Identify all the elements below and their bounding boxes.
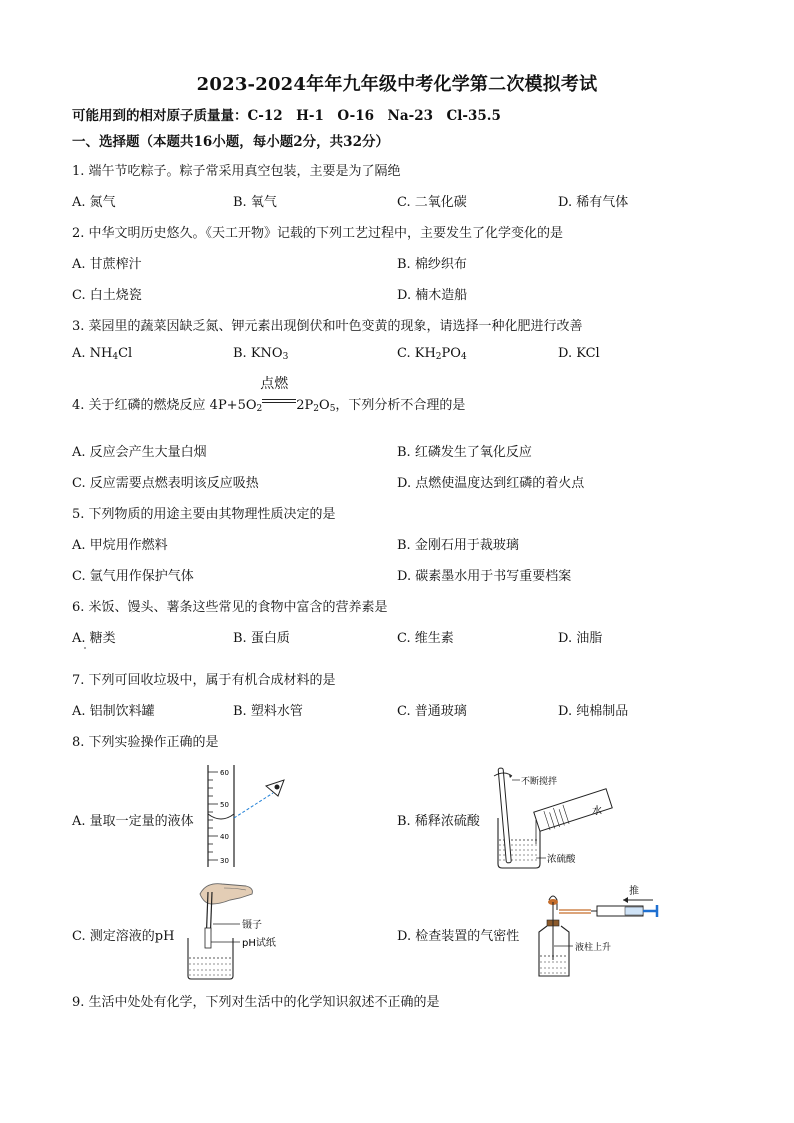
question-2-stem: 2. 中华文明历史悠久。《天工开物》记载的下列工艺过程中，主要发生了化学变化的是	[72, 226, 564, 241]
question-4-stem: 4. 关于红磷的燃烧反应 $4P+5O_2$ 点燃 $2P_2O_5$，下列分析不合理的是	[72, 394, 465, 414]
tick-50: 50	[220, 801, 229, 809]
question-6-stem: 6. 米饭、馒头、薯条这些常见的食物中富含的营养素是	[72, 600, 388, 615]
label-stirring: 不断搅拌	[521, 777, 558, 787]
label-push: 推	[629, 886, 639, 897]
atomic-masses: 可能用到的相对原子质量量：C-12 H-1 O-16 Na-23 Cl-35.5	[72, 108, 501, 124]
question-5-stem: 5. 下列物质的用途主要由其物理性质决定的是	[72, 507, 336, 522]
q4-stem-prefix: 4. 关于红磷的燃烧反应 4P+5O	[72, 398, 257, 413]
q3-option-c: C. $KH_2PO_4$	[397, 346, 467, 362]
q2-option-c: C. 白土烧瓷	[72, 288, 142, 303]
q7-option-d: D. 纯棉制品	[558, 704, 629, 719]
q2-option-d: D. 楠木造船	[397, 288, 468, 303]
q8-option-b: B. 稀释浓硫酸	[397, 814, 480, 829]
q4-option-c: C. 反应需要点燃表明该反应吸热	[72, 476, 259, 491]
page-title: 2023-2024年年九年级中考化学第二次模拟考试	[196, 74, 598, 95]
question-8-stem: 8. 下列实验操作正确的是	[72, 735, 219, 750]
question-1-stem: 1. 端午节吃粽子。粽子常采用真空包装，主要是为了隔绝	[72, 164, 401, 179]
q6-option-a: A. 糖类	[72, 631, 116, 646]
figure-ph-test	[180, 878, 300, 983]
label-conc-acid: 浓硫酸	[547, 854, 576, 865]
figure-graduated-cylinder	[200, 760, 300, 870]
reaction-condition	[260, 376, 296, 409]
q2-option-b: B. 棉纱织布	[397, 257, 467, 272]
q2-option-a: A. 甘蔗榨汁	[72, 257, 142, 272]
q5-option-a: A. 甲烷用作燃料	[72, 538, 168, 553]
q6-option-d: D. 油脂	[558, 631, 603, 646]
question-7-stem: 7. 下列可回收垃圾中，属于有机合成材料的是	[72, 673, 336, 688]
flask-icon	[539, 896, 569, 976]
question-9-stem: 9. 生活中处处有化学，下列对生活中的化学知识叙述不正确的是	[72, 995, 440, 1010]
condition-label: 点燃	[260, 376, 289, 392]
figure-airtight-check	[525, 880, 665, 980]
q1-option-b: B. 氧气	[233, 195, 277, 210]
label-liquid-rises: 液柱上升	[575, 943, 612, 953]
q1-option-d: D. 稀有气体	[558, 195, 629, 210]
q8-option-c: C. 测定溶液的pH	[72, 929, 175, 944]
q8-option-d: D. 检查装置的气密性	[397, 929, 520, 944]
stray-dot	[84, 647, 86, 649]
q1-option-c: C. 二氧化碳	[397, 195, 467, 210]
tick-40: 40	[220, 833, 229, 841]
q7-option-c: C. 普通玻璃	[397, 704, 467, 719]
figure-dilute-acid	[490, 758, 625, 873]
question-3-stem: 3. 菜园里的蔬菜因缺乏氮、钾元素出现倒伏和叶色变黄的现象，请选择一种化肥进行改善	[72, 319, 583, 334]
q5-option-c: C. 氩气用作保护气体	[72, 569, 194, 584]
q6-option-c: C. 维生素	[397, 631, 454, 646]
q7-option-b: B. 塑料水管	[233, 704, 303, 719]
q4-option-d: D. 点燃使温度达到红磷的着火点	[397, 476, 585, 491]
q3-option-a: A. $NH_4Cl$	[72, 346, 133, 362]
label-ph-paper: pH试纸	[242, 938, 276, 949]
tick-30: 30	[220, 857, 229, 865]
syringe-icon	[591, 905, 657, 917]
q5-option-d: D. 碳素墨水用于书写重要档案	[397, 569, 572, 584]
q8-option-a: A. 量取一定量的液体	[72, 814, 194, 829]
q4-option-b: B. 红磷发生了氧化反应	[397, 445, 532, 460]
stirring-rod-icon	[494, 768, 512, 863]
q5-option-b: B. 金刚石用于裁玻璃	[397, 538, 519, 553]
tick-60: 60	[220, 769, 229, 777]
label-tweezers: 镊子	[242, 920, 262, 931]
q3-option-d: D. KCl	[558, 346, 600, 361]
section-heading: 一、选择题（本题共16小题，每小题2分，共32分）	[72, 134, 389, 150]
q3-option-b: B. $KNO_3$	[233, 346, 289, 362]
eye-icon	[266, 780, 284, 796]
q7-option-a: A. 铝制饮料罐	[72, 704, 155, 719]
q4-option-a: A. 反应会产生大量白烟	[72, 445, 207, 460]
q6-option-b: B. 蛋白质	[233, 631, 290, 646]
q1-option-a: A. 氮气	[72, 195, 116, 210]
label-water: 水	[592, 806, 602, 817]
